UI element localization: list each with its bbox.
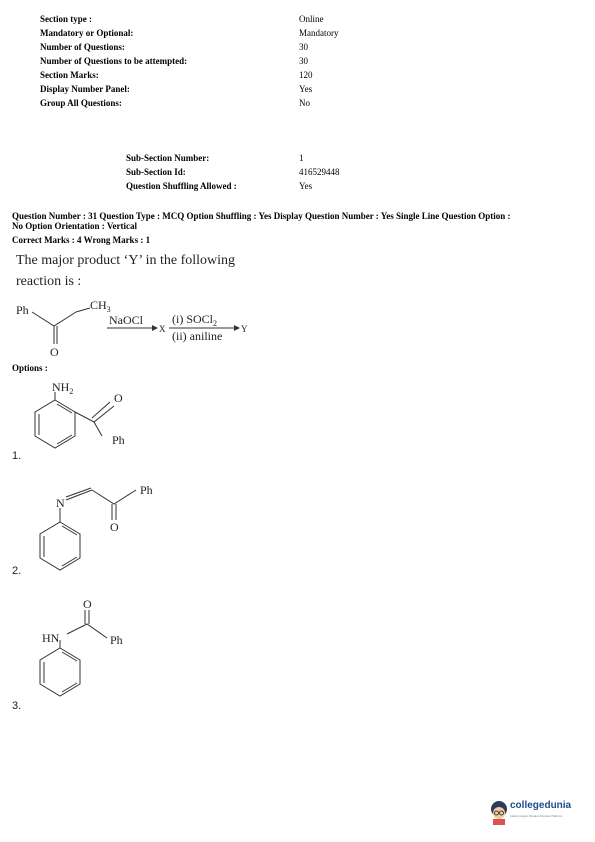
field-label: Sub-Section Id: bbox=[126, 167, 186, 177]
section-row bbox=[40, 82, 560, 96]
section-row bbox=[40, 54, 560, 68]
reactant-ph-label: Ph bbox=[16, 303, 29, 317]
nitrogen-label: N bbox=[56, 496, 65, 510]
section-row bbox=[40, 68, 560, 82]
field-value: 1 bbox=[299, 153, 304, 163]
option-1-structure[interactable] bbox=[22, 378, 142, 460]
oxygen-label: O bbox=[114, 391, 123, 405]
benzene-ring bbox=[40, 522, 80, 570]
field-label: Section Marks: bbox=[40, 70, 99, 80]
hn-label: HN bbox=[42, 631, 60, 645]
field-value: Yes bbox=[299, 181, 313, 191]
field-label: Number of Questions to be attempted: bbox=[40, 56, 188, 66]
question-meta-line: No Option Orientation : Vertical bbox=[12, 221, 137, 231]
option-number: 3. bbox=[12, 700, 22, 712]
reagent-socl2-label: (i) SOCl$_2$ bbox=[172, 312, 218, 328]
carbonyl-double-bond bbox=[92, 402, 110, 418]
section-info-table bbox=[40, 12, 560, 110]
logo-tagline: India's largest Student Review Platform bbox=[510, 814, 563, 818]
reactant-oxygen-label: O bbox=[50, 345, 59, 359]
reagent-aniline-label: (ii) aniline bbox=[172, 329, 223, 343]
field-value: No bbox=[299, 98, 310, 108]
field-label: Section type : bbox=[40, 14, 92, 24]
nh2-label: $NH_2$ bbox=[52, 380, 74, 396]
product-x-label: X bbox=[159, 324, 166, 334]
option-number: 1. bbox=[12, 450, 22, 462]
question-text-line: The major product ‘Y’ in the following bbox=[16, 253, 236, 268]
options-label: Options : bbox=[12, 363, 48, 373]
subsection-info-table bbox=[126, 151, 446, 193]
question-meta bbox=[12, 211, 590, 231]
ph-label: Ph bbox=[112, 433, 125, 447]
phenyl-bond bbox=[94, 422, 102, 436]
field-value: 416529448 bbox=[299, 167, 340, 177]
option-3-structure[interactable] bbox=[22, 596, 142, 700]
field-label: Group All Questions: bbox=[40, 98, 122, 108]
field-value: Online bbox=[299, 14, 324, 24]
question-text bbox=[16, 250, 296, 292]
field-value: Mandatory bbox=[299, 28, 339, 38]
collegedunia-logo[interactable] bbox=[488, 796, 588, 830]
arrowhead-2 bbox=[234, 325, 240, 331]
product-y-label: Y bbox=[241, 324, 248, 334]
option-2-structure[interactable] bbox=[22, 480, 172, 576]
oxygen-label: O bbox=[83, 597, 92, 611]
benzene-ring bbox=[40, 648, 80, 696]
reaction-scheme bbox=[12, 292, 272, 360]
reactant-ch-label: $CH_3$ bbox=[90, 298, 111, 314]
section-row bbox=[40, 12, 560, 26]
option-number: 2. bbox=[12, 565, 22, 577]
methyl-bond bbox=[76, 308, 90, 312]
ph-label: Ph bbox=[110, 633, 123, 647]
reagent-naocl-label: NaOCl bbox=[109, 313, 143, 327]
field-value: 30 bbox=[299, 56, 308, 66]
oxygen-label: O bbox=[110, 520, 119, 534]
amide-chain bbox=[67, 624, 107, 638]
field-label: Mandatory or Optional: bbox=[40, 28, 134, 38]
subsection-row bbox=[126, 179, 446, 193]
ph-label: Ph bbox=[140, 483, 153, 497]
subsection-row bbox=[126, 151, 446, 165]
field-label: Sub-Section Number: bbox=[126, 153, 210, 163]
ketone-chain bbox=[92, 490, 136, 504]
question-meta-line: Question Number : 31 Question Type : MCQ Option Shuffling : Yes Display Question Number : Yes Single Line Question Option : bbox=[12, 211, 511, 221]
imine-double-bond bbox=[66, 490, 92, 500]
field-value: 30 bbox=[299, 42, 308, 52]
logo-name: collegedunia bbox=[510, 800, 572, 811]
benzene-ring bbox=[35, 400, 75, 448]
question-text-line: reaction is : bbox=[16, 274, 82, 289]
field-value: Yes bbox=[299, 84, 313, 94]
section-row bbox=[40, 96, 560, 110]
reactant-bonds bbox=[32, 312, 76, 326]
subsection-row bbox=[126, 165, 446, 179]
field-label: Display Number Panel: bbox=[40, 84, 130, 94]
field-value: 120 bbox=[299, 70, 313, 80]
ketone-chain bbox=[75, 406, 114, 422]
section-row bbox=[40, 26, 560, 40]
section-row bbox=[40, 40, 560, 54]
question-marks: Correct Marks : 4 Wrong Marks : 1 bbox=[12, 235, 151, 245]
student-mascot-icon bbox=[488, 800, 510, 826]
field-label: Question Shuffling Allowed : bbox=[126, 181, 237, 191]
arrowhead-1 bbox=[152, 325, 158, 331]
field-label: Number of Questions: bbox=[40, 42, 125, 52]
